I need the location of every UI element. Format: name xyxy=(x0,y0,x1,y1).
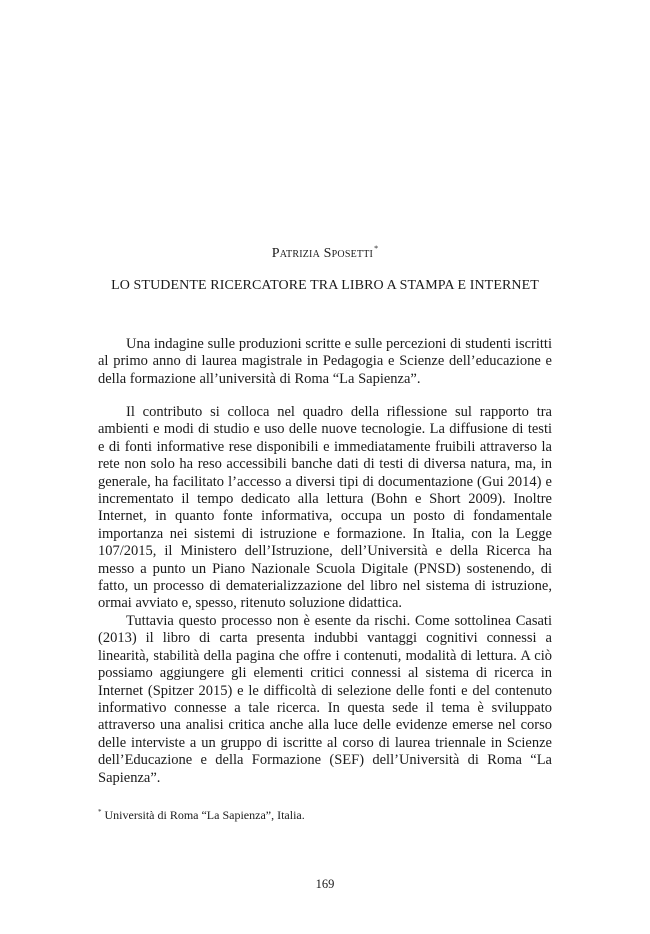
abstract-paragraph: Una indagine sulle produzioni scritte e sulle percezioni di studenti iscritti al primo anno di laurea magistrale in Pedagogia e Scienze dell’educazione e della formazione all’università di Roma “La Sapienza”. xyxy=(98,336,552,387)
author-footnote-mark: * xyxy=(374,244,379,253)
body-text xyxy=(98,404,552,787)
body-paragraph-2: Tuttavia questo processo non è esente da rischi. Come sottolinea Casati (2013) il libro di carta presenta indubbi vantaggi cognitivi connessi a linearità, stabilità della pagina che offre i contenuti, modalità di lettura. A ciò possiamo aggiungere gli elementi critici connessi al sistema di ricerca in Internet (Spitzer 2015) e le difficoltà di selezione delle fonti e del contenuto informativo connesse a tale ricerca. In questa sede il tema è sviluppato attraverso una analisi critica anche alla luce delle evidenze emerse nel corso delle interviste a un gruppo di iscritte al corso di laurea triennale in Scienze dell’Educazione e della Formazione (SEF) dell’Università di Roma “La Sapienza”. xyxy=(98,612,552,786)
abstract xyxy=(98,336,552,388)
footnote-text: Università di Roma “La Sapienza”, Italia. xyxy=(104,808,305,822)
footnote xyxy=(98,808,305,823)
footnote-mark: * xyxy=(98,808,102,816)
author-name xyxy=(0,244,650,262)
article-title: LO STUDENTE RICERCATORE TRA LIBRO A STAMPA E INTERNET xyxy=(111,278,539,293)
author-name-text: Patrizia Sposetti xyxy=(271,246,374,261)
page-number: 169 xyxy=(315,877,335,891)
body-paragraph-1: Il contributo si colloca nel quadro della riflessione sul rapporto tra ambienti e modi di studio e uso delle nuove tecnologie. La diffusione di testi e di fonti informative rese disponibili e immediatamente fruibili attraverso la rete non solo ha reso accessibili banche dati di testi di diversa natura, ma, in generale, ha facilitato l’accesso a diversi tipi di documentazione (Gui 2014) e incrementato il tempo dedicato alla lettura (Bohn e Short 2009). Inoltre Internet, in quanto fonte informativa, occupa un posto di fondamentale importanza nei sistemi di istruzione e formazione. In Italia, con la Legge 107/2015, il Ministero dell’Istruzione, dell’Università e della Ricerca ha messo a punto un Piano Nazionale Scuola Digitale (PNSD) sostenendo, di fatto, un processo di dematerializzazione del libro nel sistema di istruzione, ormai avviato e, spesso, ritenuto soluzione didattica. xyxy=(98,404,552,612)
